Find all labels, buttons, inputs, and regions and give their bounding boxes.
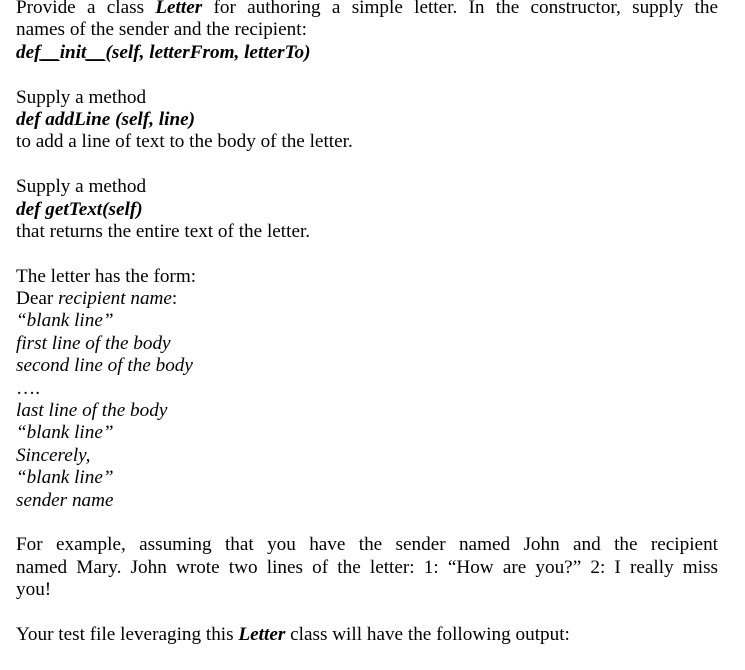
blank-gap	[16, 243, 718, 265]
sig-init: init	[59, 41, 87, 63]
sig-underscore-2: __	[86, 41, 106, 63]
blank-gap	[16, 64, 718, 86]
class-name-letter-2: Letter	[238, 623, 286, 645]
form-blank-line-3: “blank line”	[16, 467, 114, 489]
intro-line-2: names of the sender and the recipient:	[16, 19, 307, 41]
gettext-heading: Supply a method	[16, 176, 147, 198]
form-blank-line-2: “blank line”	[16, 422, 114, 444]
form-ellipsis: ….	[16, 377, 40, 399]
form-body-second: second line of the body	[16, 355, 193, 377]
example-line-1: For example, assuming that you have the sender named John and the recipient	[16, 534, 718, 556]
gettext-signature: def getText(self)	[16, 198, 143, 220]
sig-def: def	[16, 41, 41, 63]
blank-gap	[16, 602, 718, 624]
document-body	[16, 0, 718, 646]
form-dear-line	[16, 288, 718, 310]
recipient-placeholder: recipient name	[58, 288, 172, 310]
sig-underscore-1: __	[40, 41, 60, 63]
constructor-signature	[16, 42, 718, 64]
intro-line-1	[16, 0, 718, 19]
addline-signature: def addLine (self, line)	[16, 108, 196, 130]
test-text-cont: class will have the following output:	[285, 623, 570, 645]
form-sincerely: Sincerely,	[16, 444, 91, 466]
gettext-desc: that returns the entire text of the letter.	[16, 220, 311, 242]
intro-text-cont: for authoring a simple letter. In the constructor, supply the	[202, 0, 718, 18]
dear-colon: :	[171, 288, 178, 310]
intro-text: Provide a class	[16, 0, 156, 18]
dear-word: Dear	[16, 288, 59, 310]
form-blank-line-1: “blank line”	[16, 310, 114, 332]
example-line-3: you!	[16, 579, 52, 601]
form-heading: The letter has the form:	[16, 265, 197, 287]
form-body-last: last line of the body	[16, 400, 168, 422]
class-name-letter: Letter	[155, 0, 203, 18]
blank-gap	[16, 154, 718, 176]
addline-desc: to add a line of text to the body of the letter.	[16, 131, 353, 153]
form-sender-name: sender name	[16, 489, 114, 511]
test-output-line	[16, 624, 718, 646]
blank-gap	[16, 512, 718, 534]
sig-params: (self, letterFrom, letterTo)	[105, 41, 311, 63]
form-body-first: first line of the body	[16, 332, 171, 354]
example-line-2: named Mary. John wrote two lines of the letter: 1: “How are you?” 2: I really miss	[16, 556, 718, 578]
test-text: Your test file leveraging this	[16, 623, 239, 645]
addline-heading: Supply a method	[16, 86, 147, 108]
